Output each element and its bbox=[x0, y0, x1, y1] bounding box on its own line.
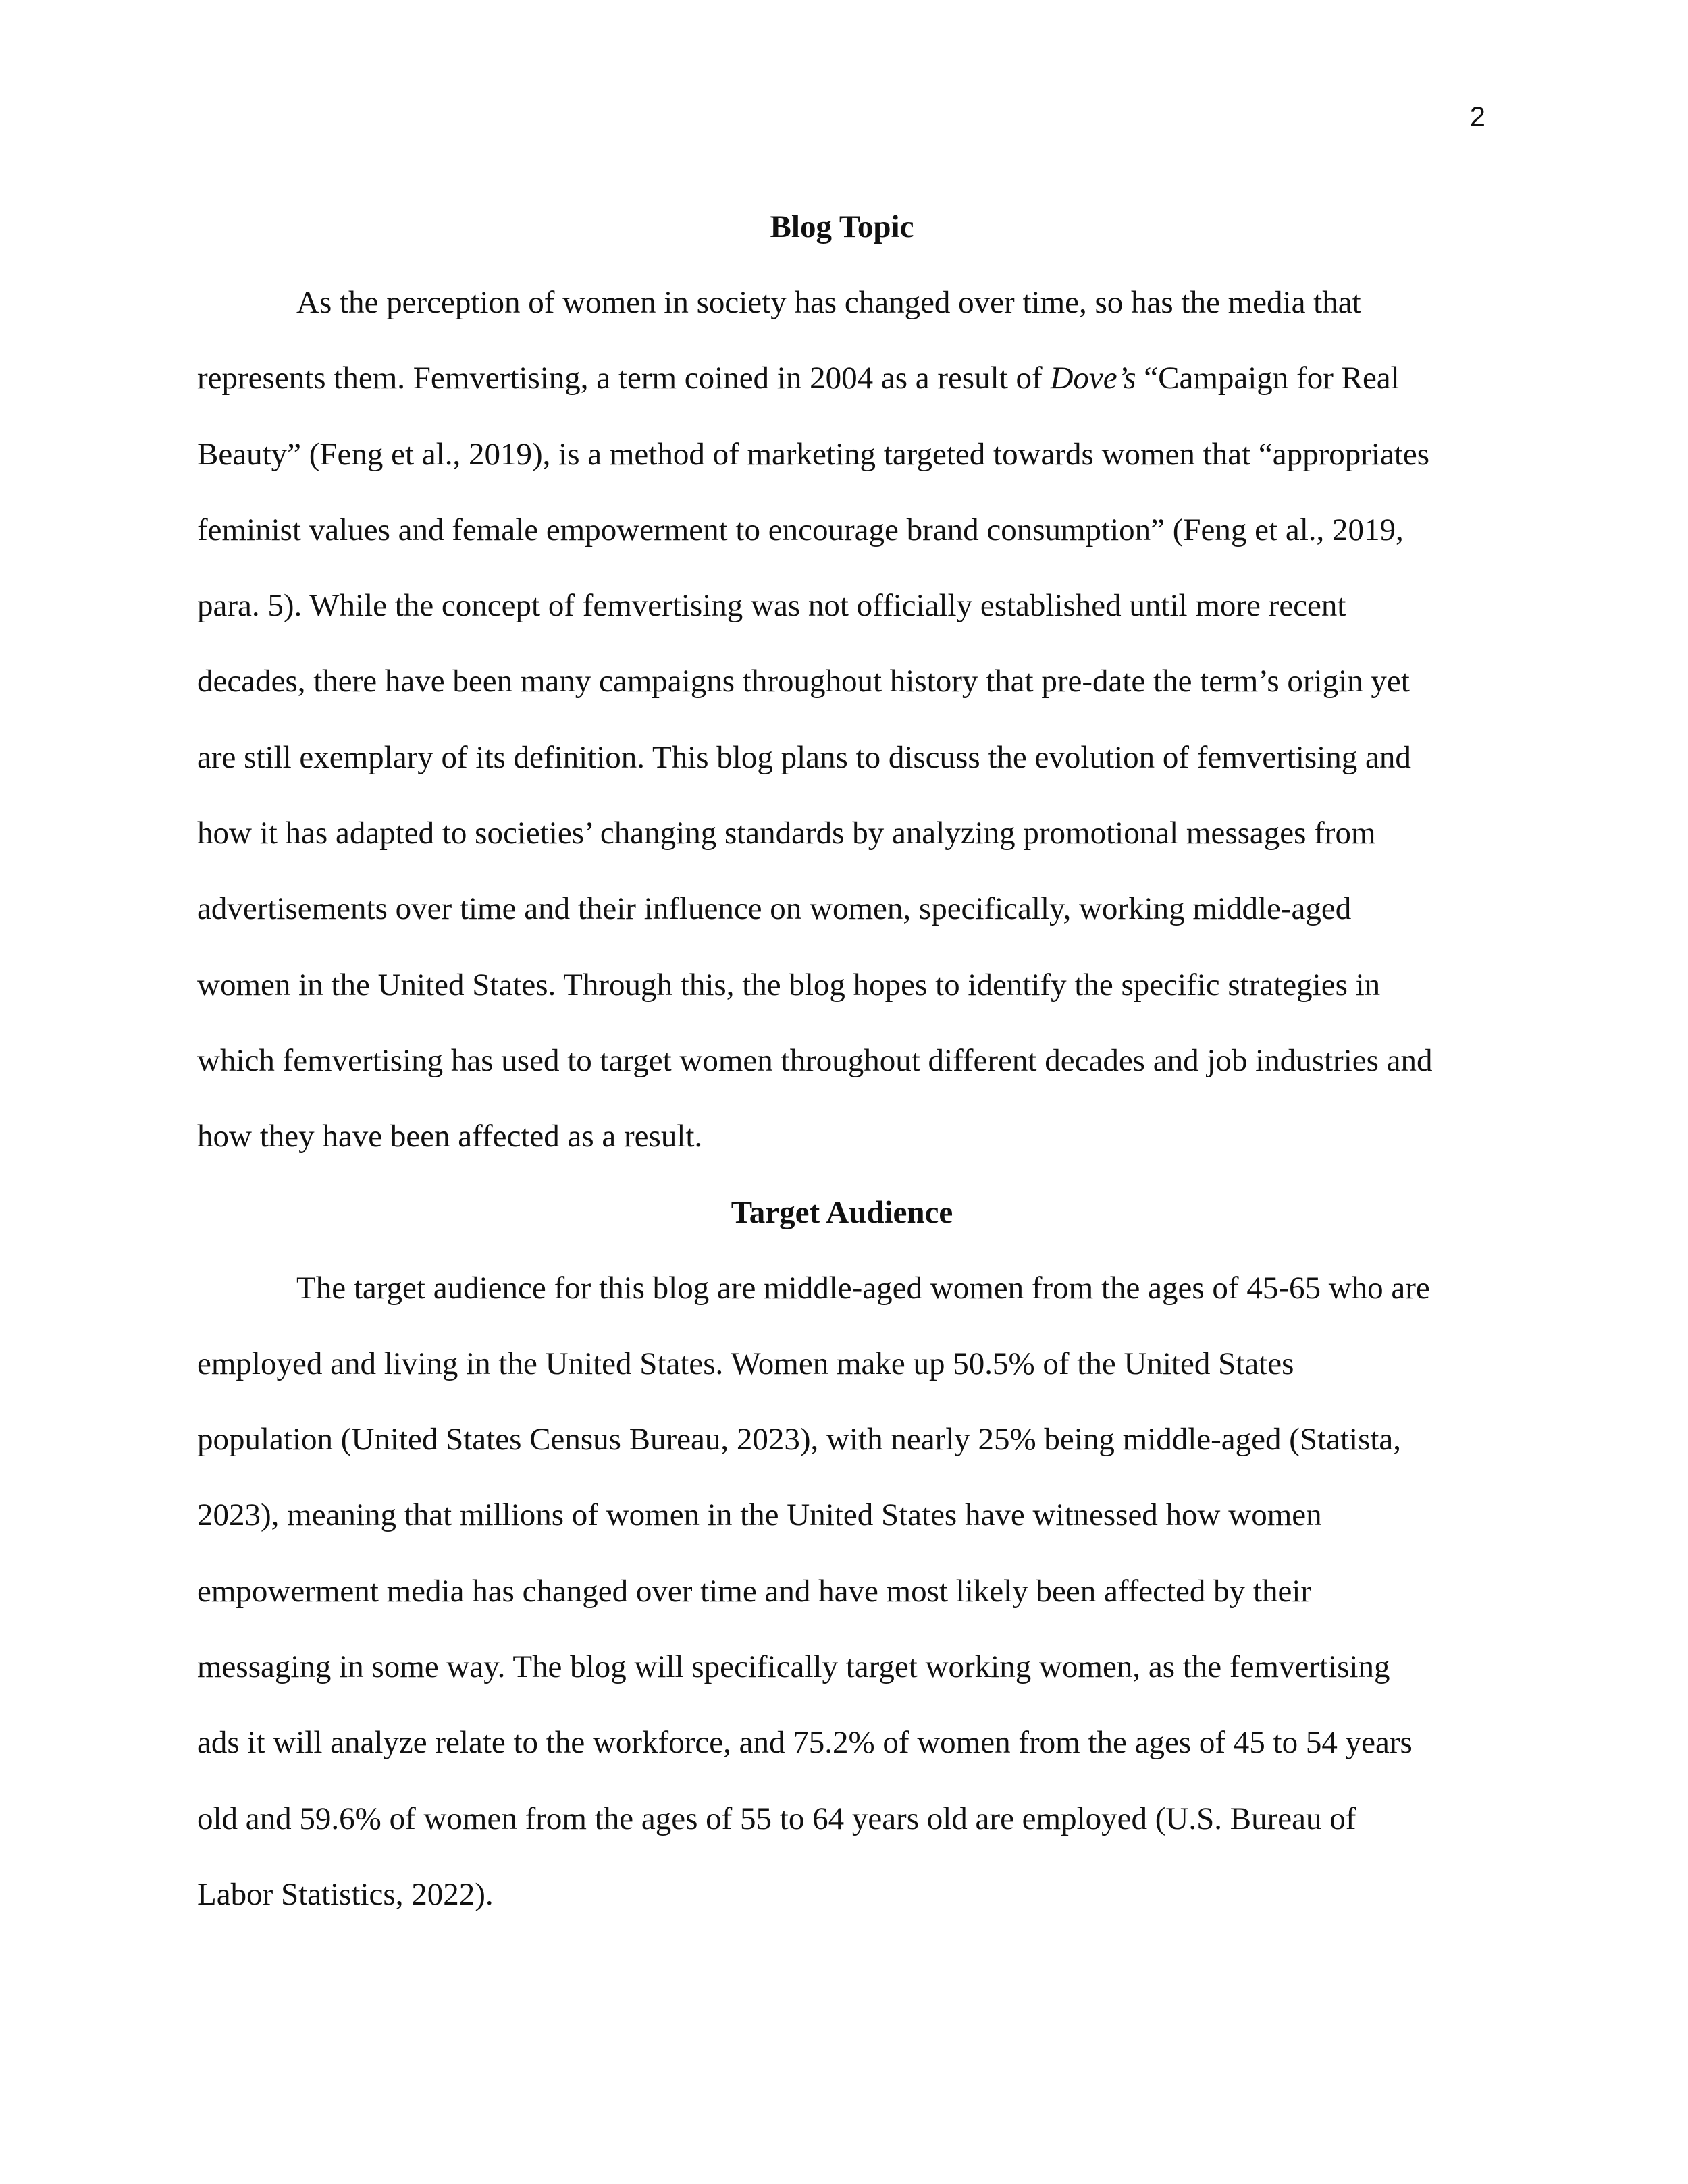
text-line: para. 5). While the concept of femvertising was not officially established until more recent bbox=[197, 588, 1346, 624]
text-line: employed and living in the United States. Women make up 50.5% of the United States bbox=[197, 1346, 1294, 1381]
section-heading-blog-topic: Blog Topic bbox=[770, 209, 914, 244]
text-line: messaging in some way. The blog will specifically target working women, as the femvertising bbox=[197, 1649, 1390, 1685]
text-segment: represents them. Femvertising, a term coined in 2004 as a result of bbox=[197, 361, 1051, 396]
text-line: are still exemplary of its definition. This blog plans to discuss the evolution of femvertising and bbox=[197, 739, 1411, 775]
text-line: advertisements over time and their influence on women, specifically, working middle-aged bbox=[197, 891, 1352, 927]
text-line: decades, there have been many campaigns throughout history that pre-date the term’s origin yet bbox=[197, 664, 1410, 699]
text-line: ads it will analyze relate to the workforce, and 75.2% of women from the ages of 45 to 54 years bbox=[197, 1725, 1413, 1761]
document-body bbox=[197, 189, 1487, 1932]
text-line: 2023), meaning that millions of women in the United States have witnessed how women bbox=[197, 1497, 1322, 1533]
text-line: population (United States Census Bureau, 2023), with nearly 25% being middle-aged (Statista, bbox=[197, 1422, 1402, 1458]
text-line: empowerment media has changed over time and have most likely been affected by their bbox=[197, 1573, 1312, 1609]
text-line: As the perception of women in society has changed over time, so has the media that bbox=[296, 285, 1361, 320]
section-heading-target-audience: Target Audience bbox=[731, 1194, 953, 1230]
paragraph-blog-topic bbox=[197, 265, 1487, 1175]
text-line bbox=[197, 340, 1487, 416]
brand-name-italic: Dove’s bbox=[1050, 361, 1136, 396]
text-line: feminist values and female empowerment to encourage brand consumption” (Feng et al., 2019, bbox=[197, 512, 1404, 548]
text-segment: “Campaign for Real bbox=[1136, 361, 1400, 396]
text-line: women in the United States. Through this, the blog hopes to identify the specific strategies in bbox=[197, 967, 1381, 1003]
text-line: how they have been affected as a result. bbox=[197, 1119, 703, 1154]
text-line: The target audience for this blog are middle-aged women from the ages of 45-65 who are bbox=[296, 1270, 1430, 1306]
paragraph-target-audience bbox=[197, 1250, 1487, 1933]
text-line: old and 59.6% of women from the ages of 55 to 64 years old are employed (U.S. Bureau of bbox=[197, 1801, 1356, 1836]
page-number: 2 bbox=[1469, 101, 1485, 132]
text-line: Labor Statistics, 2022). bbox=[197, 1876, 494, 1912]
text-line: which femvertising has used to target women throughout different decades and job industries and bbox=[197, 1042, 1433, 1078]
text-line: how it has adapted to societies’ changing standards by analyzing promotional messages from bbox=[197, 816, 1376, 851]
text-line: Beauty” (Feng et al., 2019), is a method of marketing targeted towards women that “appropriates bbox=[197, 436, 1430, 472]
